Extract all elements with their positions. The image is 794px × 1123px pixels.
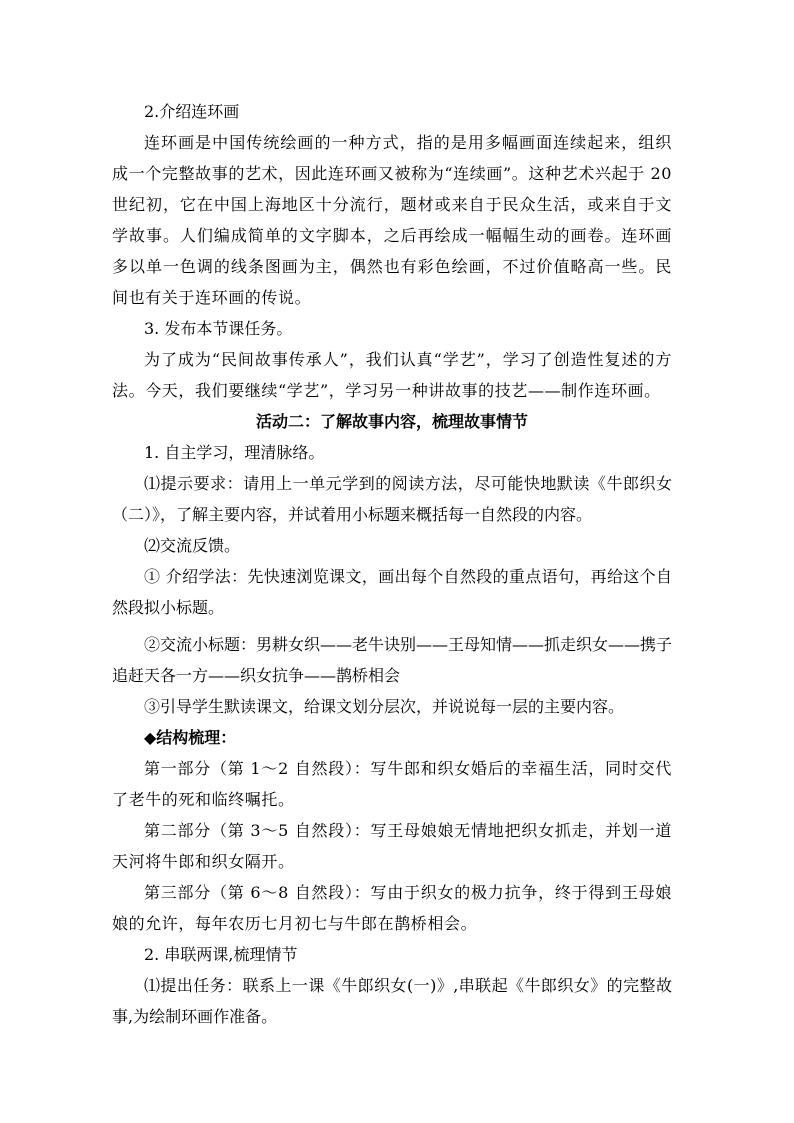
activity-two-title: 活动二：了解故事内容，梳理故事情节 [255, 412, 528, 431]
structure-part-two: 第二部分（第 3～5 自然段）：写王母娘娘无情地把织女抓走，并划一道天河将牛郎和织女隔开。 [112, 821, 672, 871]
structure-part-three: 第三部分（第 6～8 自然段）：写由于织女的极力抗争，终于得到王母娘娘的允许，每年农历七月初七与牛郎在鹊桥相会。 [112, 883, 672, 933]
reading-requirement-paragraph: ⑴提示要求：请用上一单元学到的阅读方法，尽可能快地默读《牛郎织女（二）》，了解主要内容，并试着用小标题来概括每一自然段的内容。 [112, 474, 672, 524]
comics-description-paragraph: 连环画是中国传统绘画的一种方式，指的是用多幅画面连续起来，组织成一个完整故事的艺术，因此连环画又被称为“连续画”。这种艺术兴起于 20 世纪初，它在中国上海地区十分流行，题材或来自于民众生活，或来自于文学故事。人们编成简单的文字脚本，之后再绘成一幅幅生动的画卷。连环画多以单一色调的线条图画为主，偶然也有彩色绘画，不过价值略高一些。民间也有关于连环画的传说。 [112, 133, 672, 307]
link-lessons-heading: 2. 串联两课,梳理情节 [144, 945, 298, 964]
structure-part-one: 第一部分（第 1～2 自然段）：写牛郎和织女婚后的幸福生活，同时交代了老牛的死和临终嘱托。 [112, 759, 672, 809]
method-paragraph: ① 介绍学法：先快速浏览课文，画出每个自然段的重点语句，再给这个自然段拟小标题。 [112, 567, 672, 617]
section-heading-publish-task: 3. 发布本节课任务。 [144, 319, 293, 338]
feedback-paragraph: ⑵交流反馈。 [144, 536, 241, 555]
task-description-paragraph: 为了成为“民间故事传承人”，我们认真“学艺”，学习了创造性复述的方法。今天，我们要继续“学艺”，学习另一种讲故事的技艺——制作连环画。 [112, 350, 672, 400]
document-page [112, 96, 672, 1032]
self-study-heading: 1. 自主学习，理清脉络。 [144, 443, 325, 462]
layering-guide-paragraph: ③引导学生默读课文，给课文划分层次，并说说每一层的主要内容。 [144, 697, 625, 716]
link-lessons-task-paragraph: ⑴提出任务：联系上一课《牛郎织女(一)》,串联起《牛郎织女》的完整故事,为绘制环画作准备。 [112, 976, 672, 1026]
structure-title: ◆结构梳理： [144, 728, 237, 747]
section-heading-introduce-comics: 2.介绍连环画 [144, 102, 240, 121]
subtitle-exchange-paragraph: ②交流小标题：男耕女织——老牛诀别——王母知情——抓走织女——携子追赶天各一方——织女抗争——鹊桥相会 [112, 635, 673, 685]
